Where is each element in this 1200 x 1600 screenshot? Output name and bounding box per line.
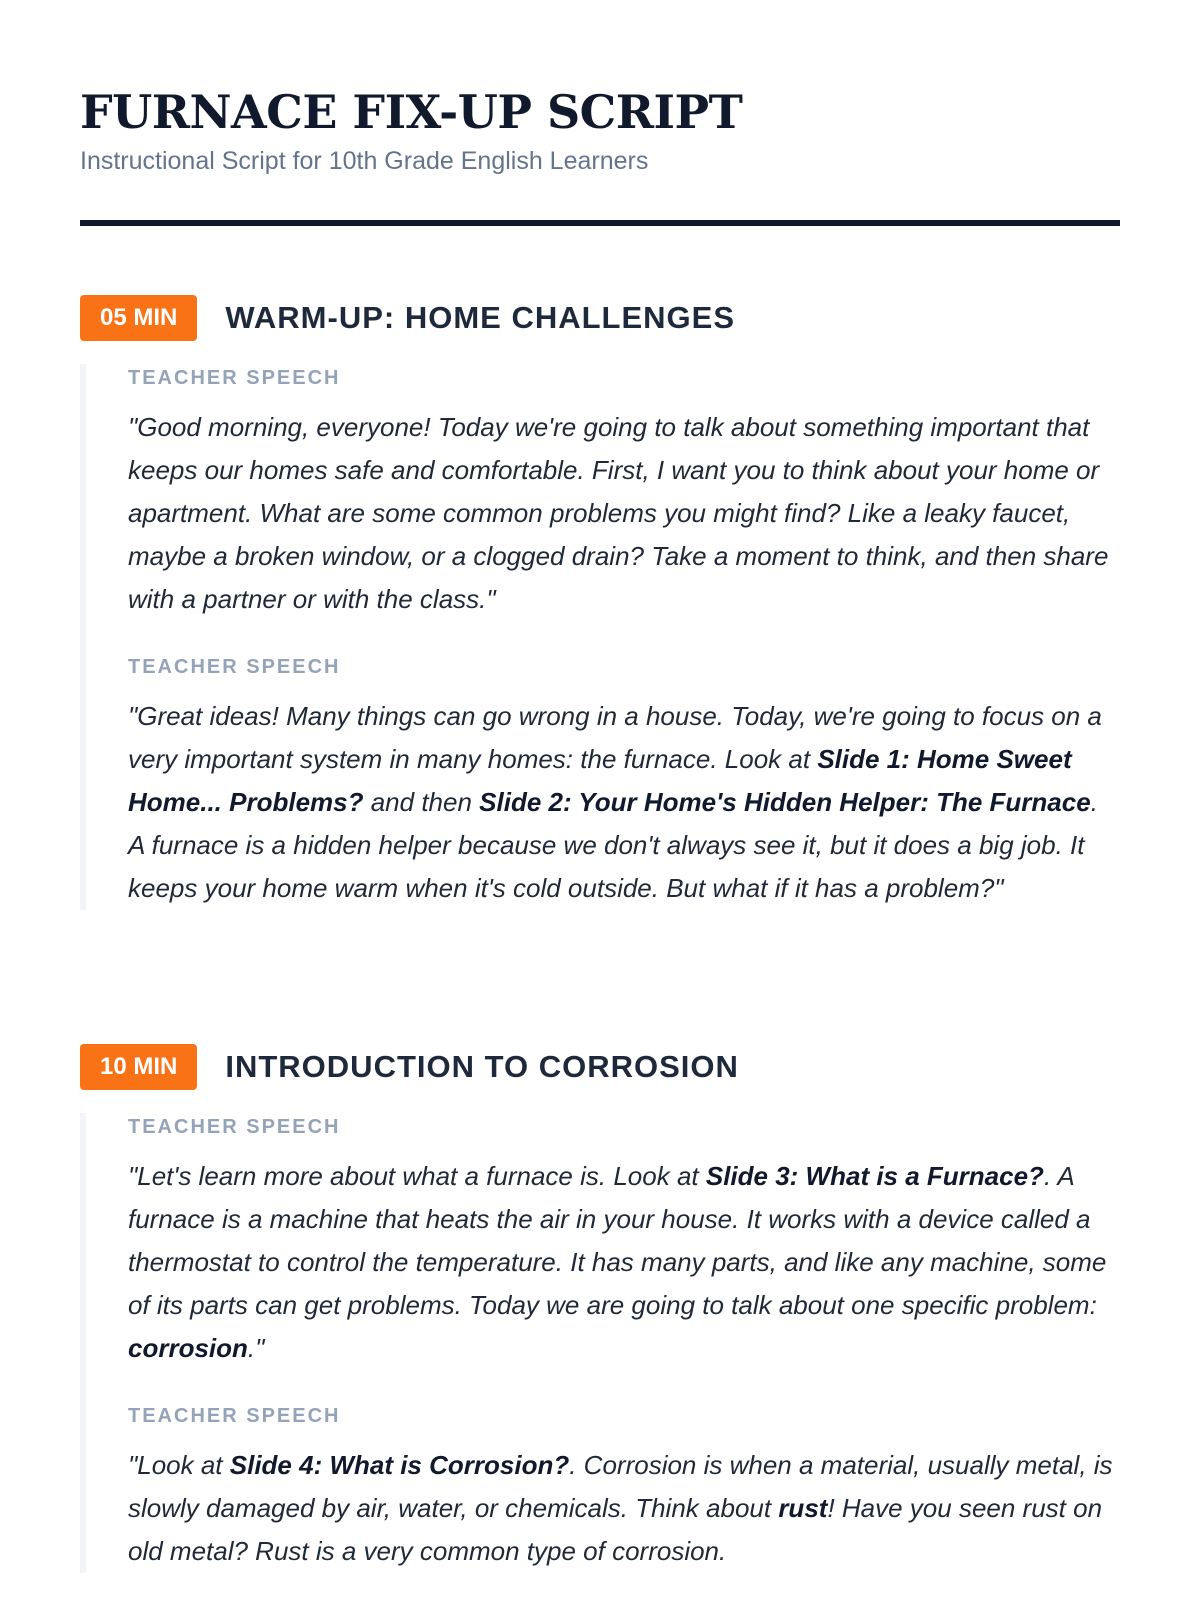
emphasized-text: Slide 2: Your Home's Hidden Helper: The Furnace [479,787,1091,817]
speech-text-run: . A furnace is a machine that heats the air in your house. It works with a device called a thermostat to control the temperature. It has many parts, and like any machine, some of its parts can get problems. Today we are going to talk about one specific problem: [128,1161,1107,1320]
teacher-speech [128,1402,1120,1573]
emphasized-text: rust [778,1493,828,1523]
speech-text-run: . Corrosion is when a material, usually metal, is slowly damaged by air, water, or chemicals. Think about [128,1450,1113,1523]
section-warm-up [80,294,1120,910]
speech-text [128,1155,1120,1370]
speech-label: TEACHER SPEECH [128,1116,341,1138]
speech-text-run: ! Have you seen rust on old metal? Rust is a very common type of corrosion. [128,1493,1103,1566]
section-title: INTRODUCTION TO CORROSION [225,1049,739,1084]
speech-text-run: "Let's learn more about what a furnace is. Look at [128,1161,706,1191]
speech-text-run: . A furnace is a hidden helper because we don't always see it, but it does a big job. It keeps your home warm when it's cold outside. But what if it has a problem?" [128,787,1098,903]
section-corrosion-intro [80,1043,1120,1573]
emphasized-text: corrosion [128,1333,248,1363]
speech-text [128,406,1120,621]
speech-text [128,1444,1120,1573]
emphasized-text: Slide 4: What is Corrosion? [229,1450,570,1480]
script-page [80,0,1120,1566]
teacher-speech [128,653,1120,910]
speech-label: TEACHER SPEECH [128,656,341,678]
speech-block [80,364,1120,910]
teacher-speech [128,364,1120,621]
document-title: FURNACE FIX-UP SCRIPT [80,85,743,139]
emphasized-text: Slide 3: What is a Furnace? [705,1161,1044,1191]
speech-text [128,695,1120,910]
section-header [80,294,1120,342]
time-badge: 05 MIN [80,295,197,341]
section-header [80,1043,1120,1091]
speech-text-run: "Great ideas! Many things can go wrong in a house. Today, we're going to focus on a very important system in many homes: the furnace. Look at [128,701,1102,774]
speech-text-run: "Look at [128,1450,230,1480]
emphasized-text: Slide 1: Home Sweet Home... Problems? [128,744,1072,817]
speech-label: TEACHER SPEECH [128,367,341,389]
speech-text-run: and then [363,787,480,817]
speech-label: TEACHER SPEECH [128,1405,341,1427]
time-badge: 10 MIN [80,1044,197,1090]
section-title: WARM-UP: HOME CHALLENGES [225,300,736,335]
teacher-speech [128,1113,1120,1370]
speech-block [80,1113,1120,1573]
document-subtitle: Instructional Script for 10th Grade English Learners [80,147,649,175]
speech-text-run: ." [247,1333,265,1363]
header-divider [80,220,1120,226]
speech-text-run: "Good morning, everyone! Today we're going to talk about something important that keeps our homes safe and comfortable. First, I want you to think about your home or apartment. What are some common problems you might find? Like a leaky faucet, maybe a broken window, or a clogged drain? Take a moment to think, and then share with a partner or with the class." [128,412,1109,614]
